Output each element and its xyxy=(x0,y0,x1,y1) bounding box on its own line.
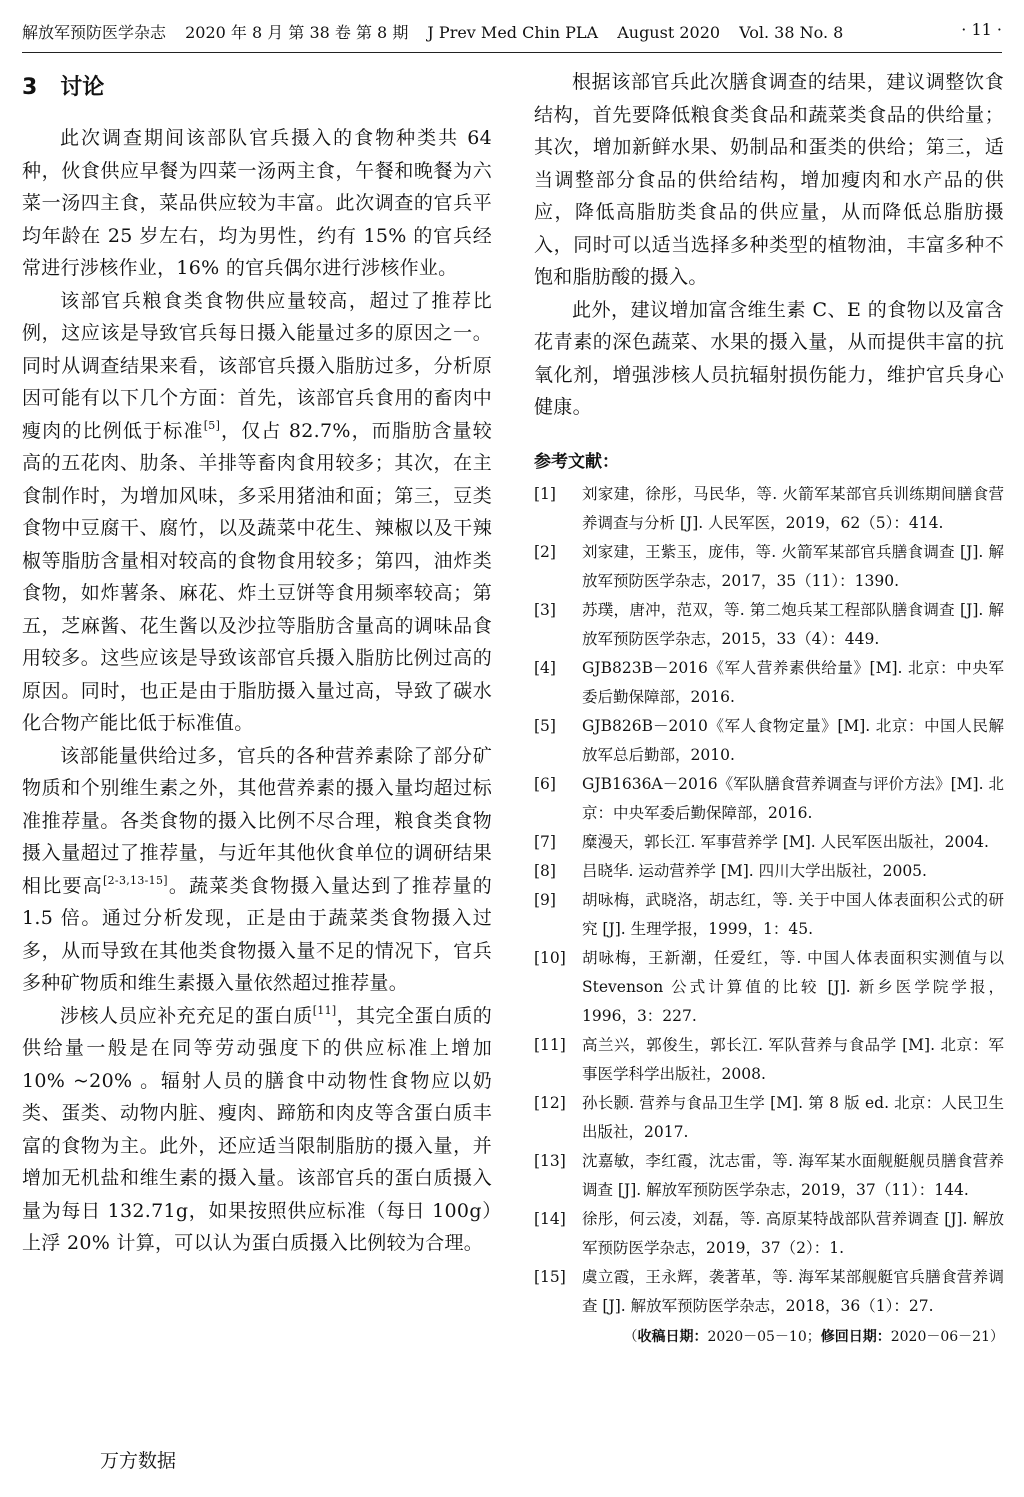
reference-text: 徐彤，何云凌，刘磊，等. 高原某特战部队营养调查 [J]. 解放军预防医学杂志，2019，37（2）：1. xyxy=(582,1209,1004,1257)
reference-item xyxy=(534,770,1004,828)
reference-number: [14] xyxy=(534,1209,566,1228)
reference-text: 吕晓华. 运动营养学 [M]. 四川大学出版社，2005. xyxy=(582,861,927,880)
paragraph xyxy=(22,740,492,1000)
reference-item xyxy=(534,1147,1004,1205)
reference-item xyxy=(534,1089,1004,1147)
reference-number: [1] xyxy=(534,484,556,503)
paragraph: 根据该部官兵此次膳食调查的结果，建议调整饮食结构，首先要降低粮食类食品和蔬菜类食品的供给量；其次，增加新鲜水果、奶制品和蛋类的供给；第三，适当调整部分食品的供给结构，增加瘦肉和水产品的供应，降低高脂肪类食品的供应量，从而降低总脂肪摄入，同时可以适当选择多种类型的植物油，丰富多种不饱和脂肪酸的摄入。 xyxy=(534,71,1004,288)
revised-label: 修回日期： xyxy=(820,1328,891,1345)
volume-en: Vol. 38 No. 8 xyxy=(739,23,844,42)
reference-item xyxy=(534,538,1004,596)
citation: [11] xyxy=(312,1003,337,1017)
reference-text: 苏璞，唐冲，范双，等. 第二炮兵某工程部队膳食调查 [J]. 解放军预防医学杂志，2015，33（4）：449. xyxy=(582,600,1004,648)
citation: [5] xyxy=(203,418,221,432)
issue-en: August 2020 xyxy=(617,23,721,42)
reference-text: 刘家建，徐彤，马民华，等. 火箭军某部官兵训练期间膳食营养调查与分析 [J]. 人民军医，2019，62（5）：414. xyxy=(582,484,1004,532)
paragraph-text: ，仅占 82.7%，而脂肪含量较高的五花肉、肋条、羊排等畜肉食用较多；其次，在主食制作时，为增加风味，多采用猪油和面；第三，豆类食物中豆腐干、腐竹，以及蔬菜中花生、辣椒以及干辣椒等脂肪含量相对较高的食物食用较多；第四，油炸类食物，如炸薯条、麻花、炸土豆饼等食用频率较高；第五，芝麻酱、花生酱以及沙拉等脂肪含量高的调味品食用较多。这些应该是导致该部官兵摄入脂肪比例过高的原因。同时，也正是由于脂肪摄入量过高，导致了碳水化合物产能比低于标准值。 xyxy=(22,419,493,734)
section-title: 讨论 xyxy=(60,75,105,100)
received-date: 2020－05－10 xyxy=(707,1328,807,1345)
reference-item xyxy=(534,1031,1004,1089)
paragraph-text: 该部官兵粮食类食物供应量较高，超过了推荐比例，这应该是导致官兵每日摄入能量过多的原因之一。同时从调查结果来看，该部官兵摄入脂肪过多，分析原因可能有以下几个方面：首先，该部官兵食用的畜肉中瘦肉的比例低于标准 xyxy=(22,289,492,442)
citation: [2-3,13-15] xyxy=(103,873,168,887)
reference-number: [9] xyxy=(534,890,556,909)
journal-name-en: J Prev Med Chin PLA xyxy=(427,23,599,42)
reference-number: [6] xyxy=(534,774,556,793)
reference-item xyxy=(534,712,1004,770)
left-column xyxy=(22,66,492,1260)
running-header xyxy=(22,12,1002,53)
revised-date: 2020－06－21 xyxy=(890,1328,990,1345)
reference-item xyxy=(534,886,1004,944)
reference-text: GJB826B－2010《军人食物定量》[M]. 北京：中国人民解放军总后勤部，2010. xyxy=(582,716,1004,764)
received-dates: （收稿日期：2020－05－10；修回日期：2020－06－21） xyxy=(623,1328,1004,1345)
reference-text: 胡咏梅，王新潮，任爱红，等. 中国人体表面积实测值与以 Stevenson 公式计算值的比较 [J]. 新乡医学院学报，1996，3：227. xyxy=(582,948,1004,1025)
paragraph xyxy=(22,285,492,740)
reference-item xyxy=(534,596,1004,654)
section-heading xyxy=(22,68,492,108)
reference-text: 孙长颢. 营养与食品卫生学 [M]. 第 8 版 ed. 北京：人民卫生出版社，2017. xyxy=(582,1093,1004,1141)
reference-text: 刘家建，王紫玉，庞伟，等. 火箭军某部官兵膳食调查 [J]. 解放军预防医学杂志，2017，35（11）：1390. xyxy=(582,542,1004,590)
reference-item xyxy=(534,654,1004,712)
paragraph-text: 。蔬菜类食物摄入量达到了推荐量的 1.5 倍。通过分析发现，正是由于蔬菜类食物摄入过多，从而导致在其他类食物摄入量不足的情况下，官兵多种矿物质和维生素摄入量依然超过推荐量。 xyxy=(22,874,492,994)
received-label: 收稿日期： xyxy=(637,1328,708,1345)
journal-name-cn: 解放军预防医学杂志 xyxy=(22,23,167,42)
reference-item xyxy=(534,857,1004,886)
reference-number: [13] xyxy=(534,1151,566,1170)
reference-number: [3] xyxy=(534,600,556,619)
date-separator: ； xyxy=(806,1328,821,1345)
paragraph: 此外，建议增加富含维生素 C、E 的食物以及富含花青素的深色蔬菜、水果的摄入量，从而提供丰富的抗氧化剂，增强涉核人员抗辐射损伤能力，维护官兵身心健康。 xyxy=(534,298,1004,418)
paragraph-text: 涉核人员应补充充足的蛋白质 xyxy=(60,1004,313,1027)
footer-watermark: 万方数据 xyxy=(100,1450,177,1472)
reference-text: 胡咏梅，武晓洛，胡志红，等. 关于中国人体表面积公式的研究 [J]. 生理学报，1999，1：45. xyxy=(582,890,1004,938)
reference-number: [11] xyxy=(534,1035,566,1054)
reference-item xyxy=(534,1263,1004,1321)
paragraph xyxy=(22,1000,492,1260)
reference-item xyxy=(534,944,1004,1031)
reference-list xyxy=(534,480,1004,1321)
page-number: · 11 · xyxy=(961,20,1002,39)
reference-number: [7] xyxy=(534,832,556,851)
reference-text: 虞立霞，王永辉，袭著革，等. 海军某部舰艇官兵膳食营养调查 [J]. 解放军预防医学杂志，2018，36（1）：27. xyxy=(582,1267,1004,1315)
references-heading: 参考文献： xyxy=(534,451,619,472)
reference-item xyxy=(534,828,1004,857)
reference-number: [15] xyxy=(534,1267,566,1286)
reference-text: GJB823B－2016《军人营养素供给量》[M]. 北京：中央军委后勤保障部，2016. xyxy=(582,658,1004,706)
section-number: 3 xyxy=(22,75,38,100)
reference-item xyxy=(534,1205,1004,1263)
reference-text: 沈嘉敏，李红霞，沈志雷，等. 海军某水面舰艇舰员膳食营养调查 [J]. 解放军预防医学杂志，2019，37（11）：144. xyxy=(582,1151,1004,1199)
reference-number: [8] xyxy=(534,861,556,880)
reference-number: [10] xyxy=(534,948,566,967)
reference-number: [12] xyxy=(534,1093,566,1112)
reference-text: GJB1636A－2016《军队膳食营养调查与评价方法》[M]. 北京：中央军委后勤保障部，2016. xyxy=(582,774,1004,822)
issue-cn: 2020 年 8 月 第 38 卷 第 8 期 xyxy=(185,23,409,42)
paragraph-text: ，其完全蛋白质的供给量一般是在同等劳动强度下的供应标准上增加 10% ~20% 。辐射人员的膳食中动物性食物应以奶类、蛋类、动物内脏、瘦肉、蹄筋和肉皮等含蛋白质丰富的食物为主。此外，还应适当限制脂肪的摄入量，并增加无机盐和维生素的摄入量。该部官兵的蛋白质摄入量为每日 132.71g，如果按照供应标准（每日 100g）上浮 20% 计算，可以认为蛋白质摄入比例较为合理。 xyxy=(22,1004,492,1254)
reference-number: [5] xyxy=(534,716,556,735)
paragraph: 此次调查期间该部队官兵摄入的食物种类共 64 种，伙食供应早餐为四菜一汤两主食，午餐和晚餐为六菜一汤四主食，菜品供应较为丰富。此次调查的官兵平均年龄在 25 岁左右，均为男性，约有 15% 的官兵经常进行涉核作业，16% 的官兵偶尔进行涉核作业。 xyxy=(22,127,492,279)
reference-text: 高兰兴，郭俊生，郭长江. 军队营养与食品学 [M]. 北京：军事医学科学出版社，2008. xyxy=(582,1035,1004,1083)
reference-number: [4] xyxy=(534,658,556,677)
right-column xyxy=(534,66,1004,1349)
reference-number: [2] xyxy=(534,542,556,561)
reference-text: 糜漫天，郭长江. 军事营养学 [M]. 人民军医出版社，2004. xyxy=(582,832,989,851)
reference-item xyxy=(534,480,1004,538)
paragraph-text: 该部能量供给过多，官兵的各种营养素除了部分矿物质和个别维生素之外，其他营养素的摄入量均超过标准推荐量。各类食物的摄入比例不尽合理，粮食类食物摄入量超过了推荐量，与近年其他伙食单位的调研结果相比要高 xyxy=(22,744,492,897)
header-left xyxy=(22,20,843,43)
